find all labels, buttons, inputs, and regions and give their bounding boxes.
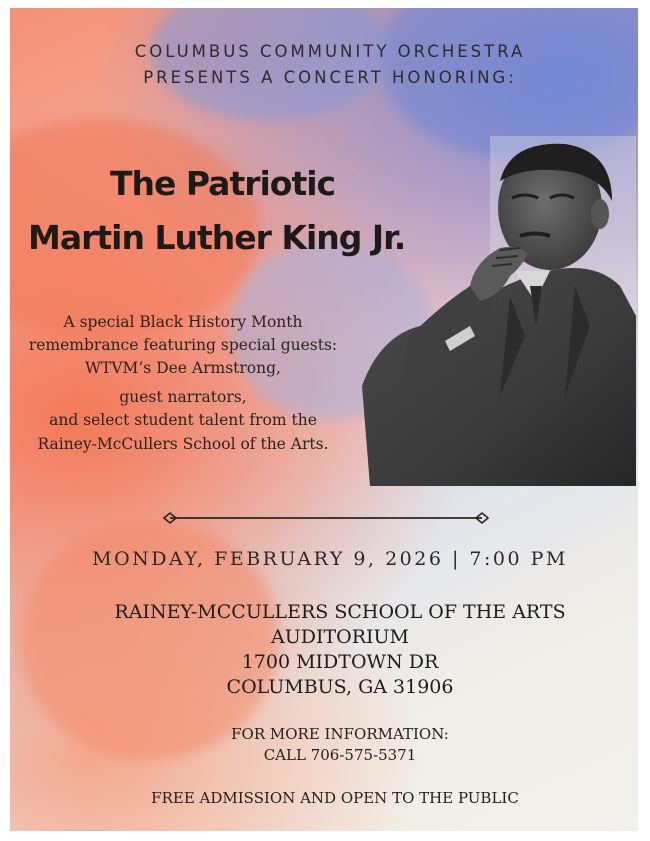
venue-room: AUDITORIUM — [270, 626, 409, 648]
venue-street: 1700 MIDTOWN DR — [241, 651, 439, 673]
title-line-1: The Patriotic — [110, 164, 336, 203]
title-line-2: Martin Luther King Jr. — [28, 218, 406, 257]
organizer-line: COLUMBUS COMMUNITY ORCHESTRA — [134, 42, 526, 61]
presents-line: PRESENTS A CONCERT HONORING: — [143, 68, 517, 87]
intro-line: remembrance featuring special guests: — [28, 336, 338, 354]
scan-border — [638, 0, 650, 841]
admission-note: FREE ADMISSION AND OPEN TO THE PUBLIC — [151, 789, 519, 807]
scan-border — [0, 0, 650, 8]
event-date-time: MONDAY, FEBRUARY 9, 2026 | 7:00 PM — [92, 548, 568, 570]
divider-ornament — [162, 510, 490, 526]
intro-line: guest narrators, — [119, 388, 247, 406]
intro-line: WTVM’s Dee Armstrong, — [85, 359, 281, 377]
portrait-image — [350, 136, 636, 486]
scan-border — [0, 831, 650, 841]
info-label: FOR MORE INFORMATION: — [231, 725, 449, 743]
venue-name: RAINEY-MCCULLERS SCHOOL OF THE ARTS — [114, 601, 566, 623]
intro-line: A special Black History Month — [63, 313, 303, 331]
scan-border — [0, 0, 10, 841]
venue-city: COLUMBUS, GA 31906 — [226, 676, 454, 698]
intro-line: Rainey-McCullers School of the Arts. — [37, 435, 329, 453]
info-phone: CALL 706-575-5371 — [263, 746, 417, 764]
intro-line: and select student talent from the — [49, 411, 317, 429]
